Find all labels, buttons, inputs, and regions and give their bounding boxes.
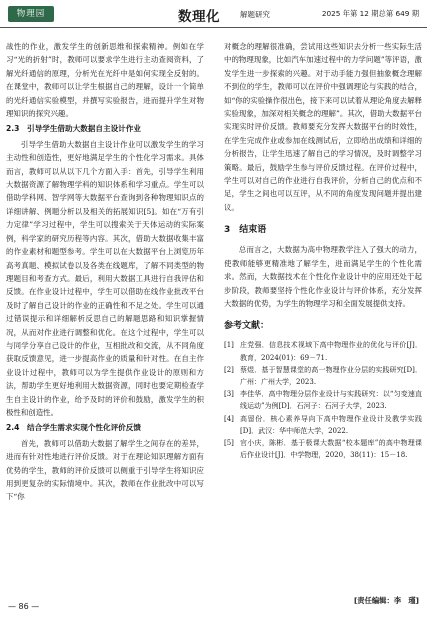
left-paragraph-3: 首先，教师可以借助大数据了解学生之间存在的差异，进而有针对性地进行评价反馈。对于在理论知识理解方面有优势的学生，教师的评价反馈可以侧重于引导学生将知识应用到更复杂的实际情境中。其次，教师在作业批改中可以写下“你	[6, 438, 204, 502]
right-paragraph-1: 对概念的理解很准确，尝试用这些知识去分析一些实际生活中的物理现象，比如汽车加速过程中的力学问题”等评语，激发学生进一步探索的兴趣。对于动手能力强但抽象概念理解不到位的学生，教师可以在评价中强调理论与实践的结合，如“你的实验操作很出色，接下来可以试着从理论角度去解释实验现象，加深对相关概念的理解”。其次，借助大数据平台实现实时评价反馈。教师要充分发挥大数据平台的时效性，在学生完成作业或参加在线测试后，立即给出成绩和详细的分析报告，让学生迅速了解自己的学习情况，及时调整学习策略。最后，鼓励学生参与评价反馈过程。在评价过程中，学生可以对自己的作业进行自我评价，分析自己的优点和不足，学生之间也可以互评，从不同的角度发现问题并提出建议。	[224, 42, 422, 212]
left-column	[6, 40, 204, 504]
column-logo: 物理园	[8, 6, 54, 22]
heading-2-4: 2.4 结合学生需求实现个性化评价反馈	[6, 423, 141, 433]
page-number: — 86 —	[8, 602, 40, 611]
conclusion-paragraph: 总而言之，大数据为高中物理教学注入了强大的动力，使教师能够更精准地了解学生，进而满足学生的个性化需求。然而，大数据技术在个性化作业设计中的应用还处于起步阶段，教师要坚持个性化作业设计与评价体系，充分发挥大数据的优势，为学生的物理学习和全面发展提供支持。	[224, 245, 422, 308]
references-title: 参考文献：	[224, 321, 270, 332]
left-paragraph-2: 引导学生借助大数据自主设计作业可以激发学生的学习主动性和创造性，更好地满足学生的个性化学习需求。具体而言，教师可以从以下几个方面入手：首先，引导学生利用大数据资源了解物理学科的知识体系和学习重点。学生可以借助学科网、智学网等大数据平台查询到各种物理知识点的详细讲解、例题分析以及相关的拓展知识[5]。如在“万有引力定律”学习过程中，学生可以搜索关于天体运动的实际案例，科学家的研究历程等内容。其次，借助大数据收集丰富的作业素材和题型参考。学生可以在大数据平台上浏览历年高考真题、模拟试卷以及各类在线题库，了解不同类型的物理题目和考查方式。最后，利用大数据工具进行自我评估和反馈。在作业设计过程中，学生可以借助在线作业批改平台及时了解自己设计的作业的正确性和不足之处。学生可以通过错误提示和详细解析反思自己的解题思路和知识掌握情况，从而对作业进行调整和优化。在这个过程中，学生可以与同学分享自己设计的作业，互相批改和交流，从不同角度获取反馈意见，进一步提高作业的质量和针对性。在自主作业设计过程中，教师可以为学生提供作业设计的原则和方法，帮助学生更好地利用大数据资源，同时也要定期检查学生自主设计的作业，给予及时的评价和鼓励，激发学生的积极性和创造性。	[6, 139, 204, 417]
reference-item: [5] 官小庆，陈彬．基于极课大数据“校本题库”的高中物理课后作业设计[J]．中学物理，2020，38(11)：15－18.	[224, 438, 422, 460]
left-paragraph-1: 战性的作业，激发学生的创新思维和探索精神。例如在学习“光的折射”时，教师可以要求学生进行主动查阅资料，了解光纤通信的原理，分析光在光纤中是如何实现全反射的。在课堂中，教师可以让学生根据自己的理解，设计一个简单的光纤通信实验模型，并撰写实验报告，进而提升学生对物理知识的探究兴趣。	[6, 42, 204, 119]
page-header	[0, 0, 427, 28]
editor-credit: [责任编辑：李 瑾]	[353, 596, 419, 605]
issue-info: 2025 年第 12 期总第 649 期	[321, 9, 419, 18]
reference-list	[224, 339, 422, 461]
reference-item: [4] 高留份．核心素养导向下高中物理作业设计及教学实践[D]．武汉：华中师范大学，2022.	[224, 414, 422, 435]
reference-item: [1] 庄党强．信息技术视域下高中物理作业的优化与评价[J]．教育，2024(01)：69－71.	[224, 341, 422, 362]
reference-item: [3] 李佳华．高中物理分层作业设计与实践研究：以“匀变速直线运动”为例[D]．石河子：石河子大学，2023.	[224, 390, 422, 411]
right-column	[224, 40, 422, 461]
heading-2-3: 2.3 引导学生借助大数据自主设计作业	[6, 124, 141, 134]
header-rule	[0, 27, 427, 28]
heading-conclusion: 3 结束语	[224, 225, 267, 236]
section-name: 解题研究	[240, 10, 270, 19]
magazine-title: 数理化	[178, 9, 220, 25]
reference-item: [2] 蔡煜．基于智慧课堂的高一物理作业分层的实践研究[D]．广州：广州大学，2023.	[224, 365, 422, 386]
